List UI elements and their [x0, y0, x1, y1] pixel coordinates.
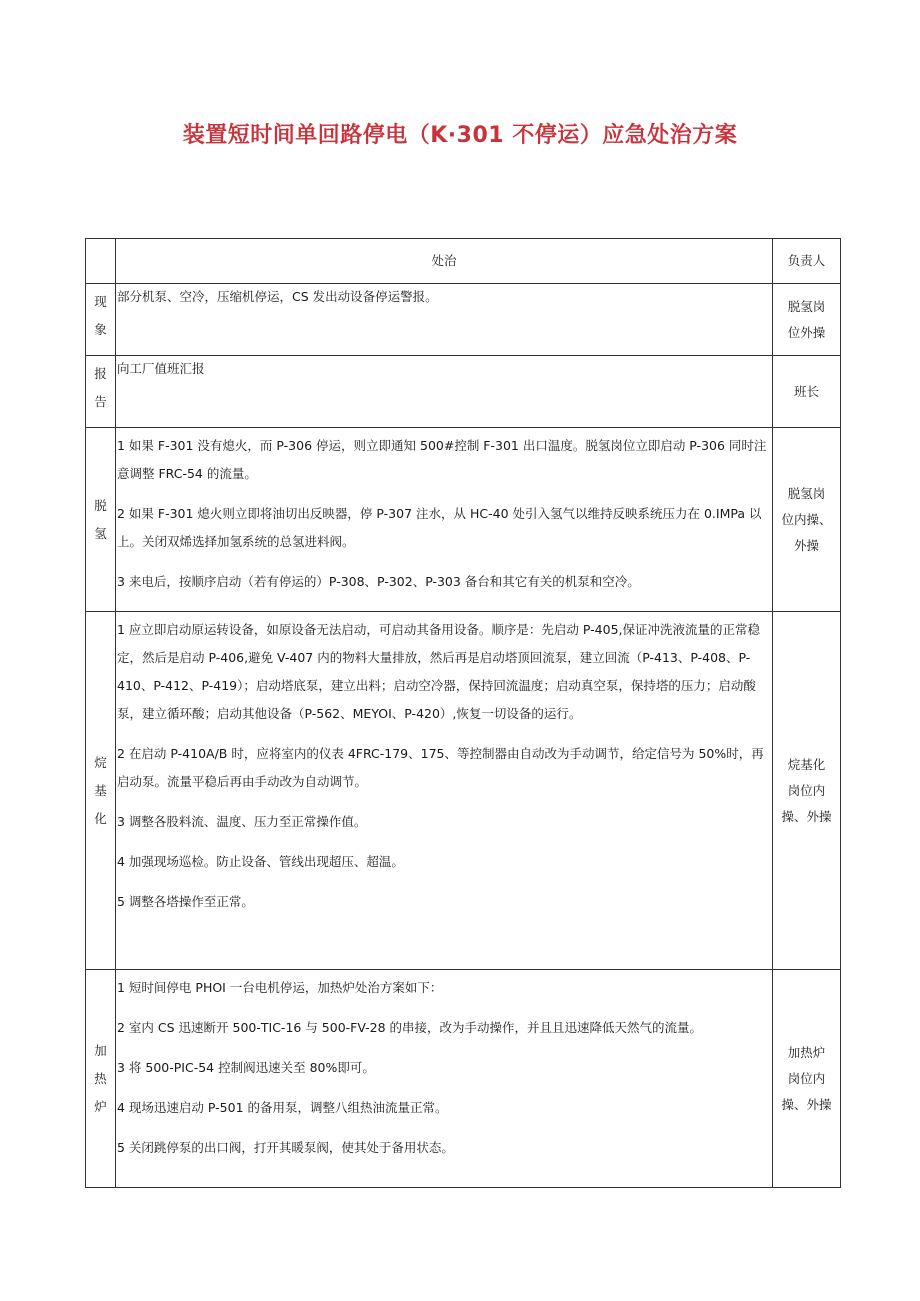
row-actions [116, 356, 773, 428]
row-category: 烷 基 化 [86, 612, 116, 970]
table-row [86, 970, 841, 1188]
action-item: 1 如果 F-301 没有熄火，而 P-306 停运，则立即通知 500#控制 F-301 出口温度。脱氢岗位立即启动 P-306 同时注意调整 FRC-54 的流量。 [117, 438, 767, 481]
action-item: 5 调整各塔操作至正常。 [117, 894, 254, 909]
row-responsible: 烷基化 岗位内 操、外操 [773, 612, 841, 970]
action-item: 1 短时间停电 PHOI 一台电机停运，加热炉处治方案如下： [117, 980, 443, 995]
row-category: 现 象 [86, 284, 116, 356]
row-responsible: 脱氢岗 位内操、 外操 [773, 428, 841, 612]
row-category: 加 热 炉 [86, 970, 116, 1188]
row-actions [116, 970, 773, 1188]
table-row [86, 356, 841, 428]
page-title: 装置短时间单回路停电（K·301 不停运）应急处治方案 [182, 123, 738, 148]
row-actions [116, 612, 773, 970]
action-item: 2 在启动 P-410A/B 时，应将室内的仪表 4FRC-179、175、等控制器由自动改为手动调节，给定信号为 50%时，再启动泵。流量平稳后再由手动改为自动调节。 [117, 746, 764, 789]
header-action: 处治 [116, 239, 773, 284]
action-item: 向工厂值班汇报 [117, 361, 205, 376]
row-actions [116, 284, 773, 356]
table-header-row [86, 239, 841, 284]
row-actions [116, 428, 773, 612]
action-item: 5 关闭跳停泵的出口阀，打开其暖泵阀，使其处于备用状态。 [117, 1140, 454, 1155]
header-responsible: 负责人 [773, 239, 841, 284]
action-item: 3 来电后，按顺序启动（若有停运的）P-308、P-302、P-303 备台和其它有关的机泵和空冷。 [117, 574, 640, 589]
action-item: 1 应立即启动原运转设备，如原设备无法启动，可启动其备用设备。顺序是：先启动 P-405,保证冲洗液流量的正常稳定，然后是启动 P-406,避免 V-407 内的物料大量排放，然后再是启动塔顶回流泵，建立回流（P-413、P-408、P-410、P-412、P-419）；启动塔底泵，建立出料；启动空冷器，保持回流温度；启动真空泵，保持塔的压力；启动酸泵，建立循环酸；启动其他设备（P-562、MEYOI、P-420）,恢复一切设备的运行。 [117, 622, 761, 721]
row-category: 报 告 [86, 356, 116, 428]
row-responsible: 脱氢岗 位外操 [773, 284, 841, 356]
row-responsible: 加热炉 岗位内 操、外操 [773, 970, 841, 1188]
table-row [86, 284, 841, 356]
row-responsible: 班长 [773, 356, 841, 428]
action-item: 部分机泵、空冷，压缩机停运，CS 发出动设备停运警报。 [117, 289, 438, 304]
action-item: 2 如果 F-301 熄火则立即将油切出反映器，停 P-307 注水，从 HC-40 处引入氢气以维持反映系统压力在 0.IMPa 以上。关闭双烯选择加氢系统的总氢进料阀。 [117, 506, 762, 549]
table-row [86, 428, 841, 612]
action-item: 4 加强现场巡检。防止设备、管线出现超压、超温。 [117, 854, 404, 869]
emergency-plan-table [85, 238, 841, 1188]
action-item: 3 调整各股料流、温度、压力至正常操作值。 [117, 814, 367, 829]
action-item: 2 室内 CS 迅速断开 500-TIC-16 与 500-FV-28 的串接，改为手动操作，并且且迅速降低天然气的流量。 [117, 1020, 703, 1035]
table-row [86, 612, 841, 970]
action-item: 3 将 500-PIC-54 控制阀迅速关至 80%即可。 [117, 1060, 375, 1075]
action-item: 4 现场迅速启动 P-501 的备用泵，调整八组热油流量正常。 [117, 1100, 448, 1115]
header-empty-cell [86, 239, 116, 284]
row-category: 脱 氢 [86, 428, 116, 612]
